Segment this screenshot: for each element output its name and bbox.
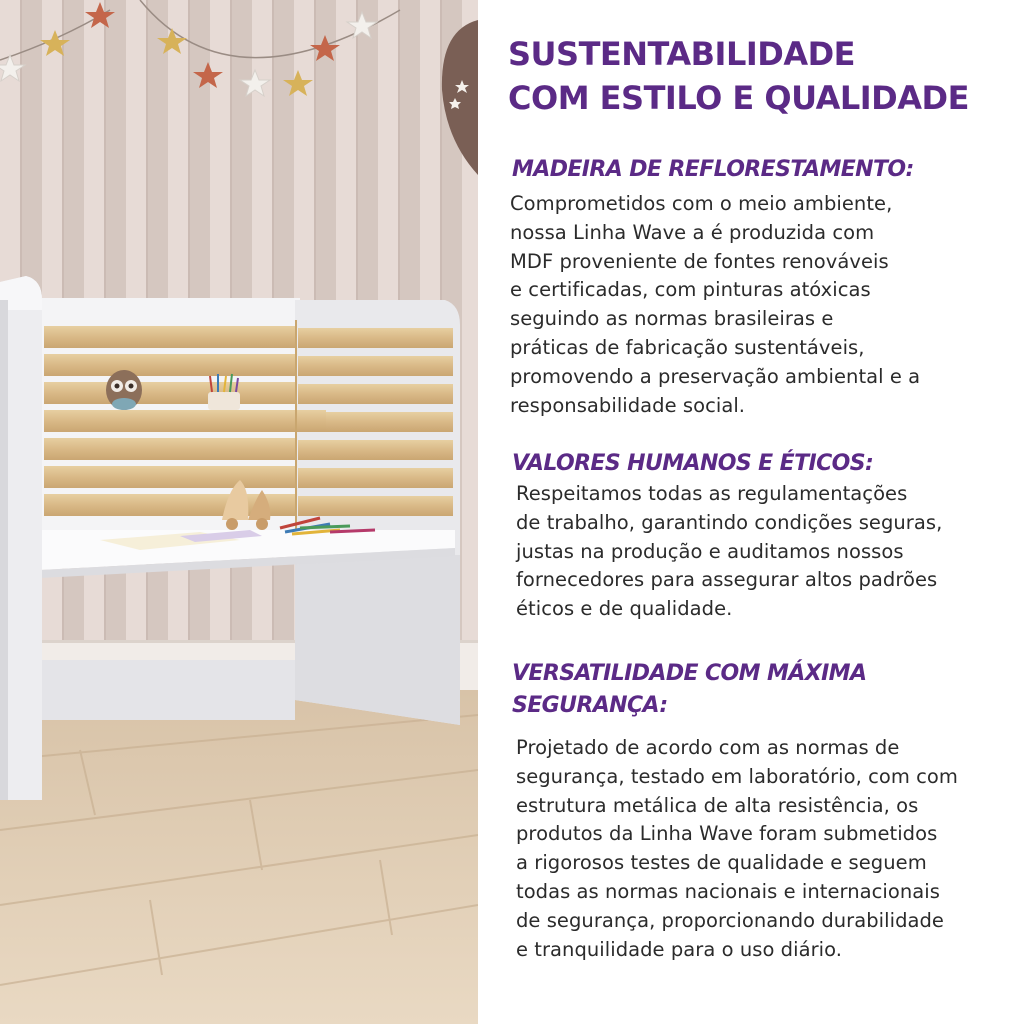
body-line: éticos e de qualidade. xyxy=(516,597,733,621)
body-line: todas as normas nacionais e internacionais xyxy=(516,879,940,903)
body-line: segurança, testado em laboratório, com com xyxy=(516,764,958,788)
owl-toy-decoration xyxy=(106,370,142,410)
body-line: e certificadas, com pinturas atóxicas xyxy=(510,278,871,302)
section-body-valores xyxy=(516,480,942,624)
headline xyxy=(508,32,969,120)
section-body-madeira xyxy=(510,190,920,420)
section-title-versatilidade xyxy=(512,658,866,722)
content-panel xyxy=(478,0,1024,1024)
body-line: justas na produção e auditamos nossos xyxy=(516,539,904,563)
headline-line: SUSTENTABILIDADE xyxy=(508,35,855,73)
section-title-madeira xyxy=(512,154,914,186)
headline-line: COM ESTILO E QUALIDADE xyxy=(508,79,969,117)
body-line: práticas de fabricação sustentáveis, xyxy=(510,335,865,359)
product-photo xyxy=(0,0,478,1024)
body-line: responsabilidade social. xyxy=(510,393,746,417)
section-title-line: SEGURANÇA: xyxy=(512,693,668,718)
section-body-versatilidade xyxy=(516,734,958,964)
section-title-line: VALORES HUMANOS E ÉTICOS: xyxy=(512,451,874,476)
body-line: fornecedores para assegurar altos padrões xyxy=(516,568,938,592)
body-line: Comprometidos com o meio ambiente, xyxy=(510,192,893,215)
section-title-line: MADEIRA DE REFLORESTAMENTO: xyxy=(512,157,914,182)
body-line: MDF proveniente de fontes renováveis xyxy=(510,249,889,273)
body-line: a rigorosos testes de qualidade e seguem xyxy=(516,851,927,875)
body-line: de segurança, proporcionando durabilidade xyxy=(516,908,944,932)
body-line: nossa Linha Wave a é produzida com xyxy=(510,220,875,244)
wood-floor xyxy=(0,690,478,1024)
body-line: promovendo a preservação ambiental e a xyxy=(510,364,921,388)
section-title-valores xyxy=(512,448,873,480)
section-title-line: VERSATILIDADE COM MÁXIMA xyxy=(512,661,867,686)
body-line: seguindo as normas brasileiras e xyxy=(510,307,834,331)
body-line: produtos da Linha Wave foram submetidos xyxy=(516,822,938,846)
body-line: estrutura metálica de alta resistência, os xyxy=(516,793,919,817)
body-line: Respeitamos todas as regulamentações xyxy=(516,482,908,505)
body-line: e tranquilidade para o uso diário. xyxy=(516,937,842,961)
body-line: de trabalho, garantindo condições seguras, xyxy=(516,510,943,534)
body-line: Projetado de acordo com as normas de xyxy=(516,736,900,759)
